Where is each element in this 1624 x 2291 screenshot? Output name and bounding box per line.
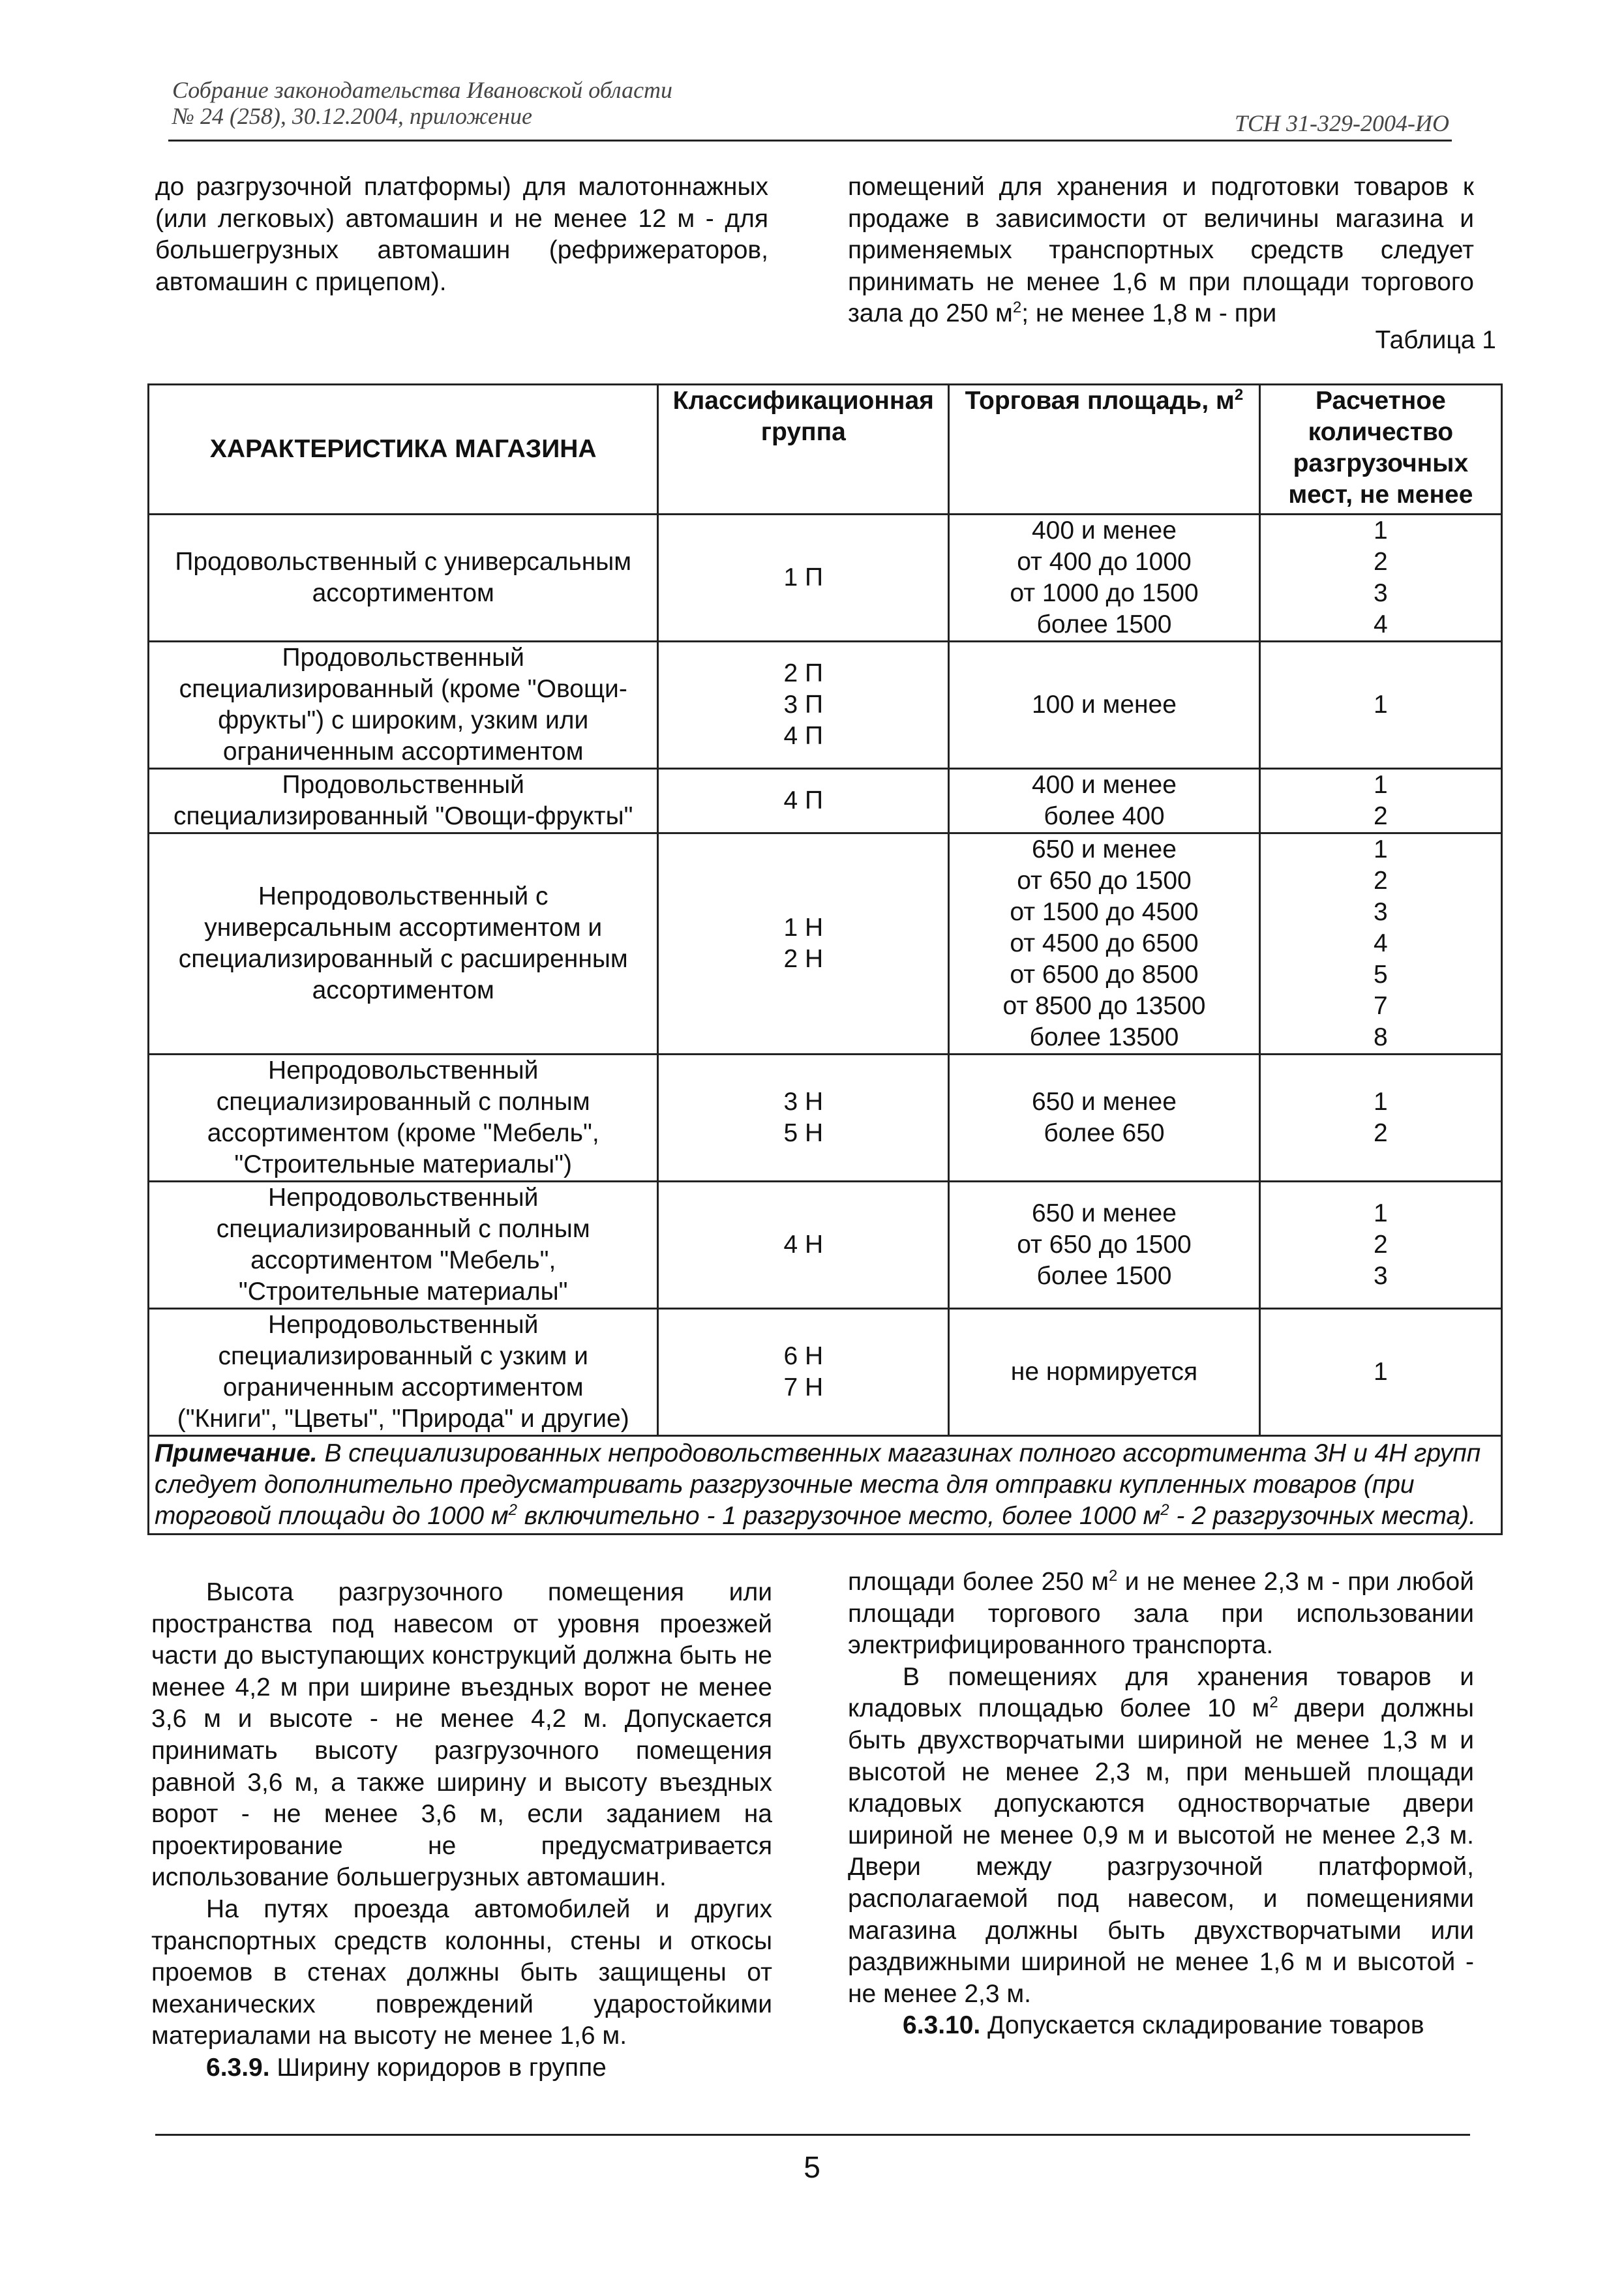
- table-note-row: [149, 1436, 1502, 1535]
- area-line: от 1000 до 1500: [1010, 579, 1199, 607]
- group-cell: [658, 833, 949, 1055]
- area-line: 650 и менее: [1031, 1088, 1177, 1116]
- section-6-3-10-number: 6.3.10.: [903, 2011, 981, 2040]
- group-cell: [658, 769, 949, 833]
- group-line: 3 П: [783, 691, 824, 719]
- area-line: от 650 до 1500: [1017, 1231, 1192, 1259]
- group-cell: [658, 1182, 949, 1309]
- bottom-left-paragraphs: [151, 1577, 772, 2084]
- places-line: 7: [1374, 992, 1388, 1020]
- places-cell: [1259, 515, 1501, 642]
- paragraph-6-3-10: [848, 2010, 1474, 2042]
- header-area-label: Торговая площадь, м: [965, 387, 1235, 415]
- area-cell: [949, 1309, 1260, 1436]
- places-line: 2: [1374, 802, 1388, 830]
- characteristic-cell: [149, 833, 658, 1055]
- table-row: [149, 515, 1502, 642]
- group-line: 1 П: [783, 563, 824, 591]
- area-line: более 1500: [1036, 610, 1172, 638]
- note-text-2: включительно - 1 разгрузочное место, более 1000 м: [517, 1502, 1161, 1530]
- section-6-3-9-number: 6.3.9.: [206, 2053, 270, 2082]
- table-note: [149, 1436, 1502, 1535]
- paragraph-6-3-9: [151, 2052, 772, 2084]
- places-cell: [1259, 1309, 1501, 1436]
- places-line: 2: [1374, 867, 1388, 895]
- characteristic-line: ассортиментом "Мебель",: [250, 1246, 556, 1274]
- top-left-text: до разгрузочной платформы) для малотоннажных (или легковых) автомашин и не менее 12 м - для большегрузных автомашин (рефрижераторов, автомашин с прицепом).: [155, 173, 768, 296]
- characteristic-line: Непродовольственный: [268, 1184, 539, 1212]
- header-area: [949, 385, 1260, 515]
- characteristic-line: универсальным ассортиментом и: [204, 914, 603, 942]
- area-line: более 650: [1044, 1119, 1165, 1147]
- characteristic-line: Непродовольственный с: [258, 882, 549, 910]
- paragraph-protection: На путях проезда автомобилей и других транспортных средств колонны, стены и откосы проемов в стенах должны быть защищены от механических повреждений ударостойкими материалами на высоту не менее 1,6 м.: [151, 1894, 772, 2050]
- doors-text-end: двери должны быть двухстворчатыми шириной не менее 1,3 м и высотой не менее 2,3 м, при меньшей площади кладовых допускаются одностворчатые двери шириной не менее 0,9 м и высотой не менее 2,3 м. Двери между разгрузочной платформой, располагаемой под навесом, и помещениями магазина должны быть двухстворчатыми или раздвижными шириной не менее 1,6 м и высотой - не менее 2,3 м.: [848, 1694, 1474, 2008]
- header-source: [172, 77, 672, 129]
- characteristic-line: ассортиментом (кроме "Мебель",: [207, 1119, 599, 1147]
- area-cell: [949, 642, 1260, 769]
- area-line: от 8500 до 13500: [1002, 992, 1206, 1020]
- characteristic-line: специализированный "Овощи-фрукты": [173, 802, 633, 830]
- places-line: 1: [1374, 771, 1388, 799]
- characteristic-line: специализированный (кроме "Овощи-: [179, 675, 627, 703]
- header-issue: № 24 (258), 30.12.2004, приложение: [172, 103, 532, 129]
- paragraph-doors: [848, 1662, 1474, 2011]
- section-6-3-10-text: Допускается складирование товаров: [980, 2011, 1424, 2040]
- area-text-end: и не менее 2,3 м - при любой площади торгового зала при использовании электрифицированного транспорта.: [848, 1568, 1474, 1660]
- characteristic-cell: [149, 1309, 658, 1436]
- group-line: 1 Н: [783, 914, 824, 942]
- bottom-right-paragraphs: [848, 1566, 1474, 2042]
- places-line: 1: [1374, 835, 1388, 863]
- characteristic-line: специализированный с полным: [216, 1088, 590, 1116]
- table-row: [149, 1182, 1502, 1309]
- characteristic-cell: [149, 769, 658, 833]
- header-group: Классификационная группа: [658, 385, 949, 515]
- places-line: 1: [1374, 517, 1388, 545]
- group-line: 2 П: [783, 659, 824, 687]
- area-cell: [949, 833, 1260, 1055]
- area-line: от 400 до 1000: [1017, 548, 1192, 576]
- characteristic-line: фрукты") с широким, узким или: [218, 706, 589, 734]
- top-right-text-end: ; не менее 1,8 м - при: [1021, 299, 1277, 328]
- places-cell: [1259, 833, 1501, 1055]
- area-line: от 4500 до 6500: [1010, 929, 1199, 957]
- table-row: [149, 833, 1502, 1055]
- places-line: 1: [1374, 1088, 1388, 1116]
- places-cell: [1259, 1182, 1501, 1309]
- area-cell: [949, 769, 1260, 833]
- characteristic-cell: [149, 642, 658, 769]
- area-line: 650 и менее: [1031, 1199, 1177, 1227]
- characteristic-line: специализированный с полным: [216, 1215, 590, 1243]
- top-right-sup: 2: [1012, 299, 1022, 317]
- characteristic-line: Продовольственный: [282, 644, 524, 672]
- places-line: 4: [1374, 929, 1388, 957]
- top-left-paragraph: [155, 172, 768, 298]
- area-line: более 13500: [1029, 1023, 1179, 1051]
- characteristic-line: Непродовольственный: [268, 1311, 539, 1339]
- area-line: 400 и менее: [1031, 771, 1177, 799]
- group-line: 5 Н: [783, 1119, 824, 1147]
- characteristic-line: Непродовольственный: [268, 1056, 539, 1085]
- group-line: 6 Н: [783, 1342, 824, 1370]
- table-row: [149, 642, 1502, 769]
- group-line: 7 Н: [783, 1373, 824, 1401]
- group-line: 4 П: [783, 786, 824, 815]
- note-sup-1: 2: [508, 1501, 517, 1519]
- area-line: 650 и менее: [1031, 835, 1177, 863]
- paragraph-area-continuation: [848, 1566, 1474, 1662]
- characteristic-line: специализированный с узким и: [218, 1342, 588, 1370]
- characteristic-line: специализированный с расширенным: [178, 945, 628, 973]
- table-header-row: [149, 385, 1502, 515]
- group-cell: [658, 515, 949, 642]
- area-line: 400 и менее: [1031, 517, 1177, 545]
- area-line: от 1500 до 4500: [1010, 898, 1199, 926]
- note-sup-2: 2: [1160, 1501, 1169, 1519]
- places-line: 2: [1374, 1231, 1388, 1259]
- header-document-code: ТСН 31-329-2004-ИО: [1235, 110, 1449, 136]
- top-right-text: помещений для хранения и подготовки товаров к продаже в зависимости от величины магазина и применяемых транспортных средств следует принимать не менее 1,6 м при площади торгового зала до 250 м: [848, 173, 1474, 328]
- characteristic-cell: [149, 1055, 658, 1182]
- places-line: 3: [1374, 1262, 1388, 1290]
- area-line: 100 и менее: [1031, 691, 1177, 719]
- table-caption: Таблица 1: [1375, 326, 1496, 354]
- footer-rule: [155, 2134, 1470, 2136]
- places-line: 1: [1374, 691, 1388, 719]
- group-line: 4 Н: [783, 1231, 824, 1259]
- doors-text-start: В помещениях для хранения товаров и кладовых площадью более 10 м: [848, 1662, 1474, 1723]
- characteristic-line: ассортиментом: [312, 579, 494, 607]
- group-line: 3 Н: [783, 1088, 824, 1116]
- places-line: 1: [1374, 1358, 1388, 1386]
- places-line: 3: [1374, 898, 1388, 926]
- area-line: более 1500: [1036, 1262, 1172, 1290]
- area-cell: [949, 515, 1260, 642]
- characteristic-line: ("Книги", "Цветы", "Природа" и другие): [177, 1405, 629, 1433]
- header-collection-title: Собрание законодательства Ивановской области: [172, 77, 673, 103]
- group-cell: [658, 642, 949, 769]
- page-header: [168, 77, 1452, 142]
- characteristic-line: "Строительные материалы": [238, 1278, 568, 1306]
- characteristic-line: ограниченным ассортиментом: [222, 1373, 584, 1401]
- area-line: от 6500 до 8500: [1010, 961, 1199, 989]
- area-line: не нормируется: [1010, 1358, 1198, 1386]
- note-label: Примечание.: [155, 1439, 318, 1467]
- places-line: 5: [1374, 961, 1388, 989]
- note-text-1: В специализированных непродовольственных магазинах полного ассортимента 3Н и 4Н групп следует дополнительно предусматривать разгрузочные места для отправки купленных товаров (при торговой площади до 1000 м: [155, 1439, 1481, 1530]
- group-cell: [658, 1055, 949, 1182]
- table-row: [149, 769, 1502, 833]
- places-line: 4: [1374, 610, 1388, 638]
- characteristic-line: Продовольственный: [282, 771, 524, 799]
- characteristic-line: Продовольственный с универсальным: [175, 548, 632, 576]
- area-line: от 650 до 1500: [1017, 867, 1192, 895]
- table-row: [149, 1055, 1502, 1182]
- doors-sup: 2: [1269, 1694, 1278, 1712]
- places-line: 1: [1374, 1199, 1388, 1227]
- places-cell: [1259, 769, 1501, 833]
- group-line: 4 П: [783, 722, 824, 750]
- characteristic-line: ассортиментом: [312, 976, 494, 1004]
- area-text-start: площади более 250 м: [848, 1568, 1109, 1596]
- places-line: 8: [1374, 1023, 1388, 1051]
- characteristic-line: "Строительные материалы"): [234, 1150, 572, 1178]
- places-cell: [1259, 642, 1501, 769]
- area-line: более 400: [1044, 802, 1165, 830]
- note-text-3: - 2 разгрузочных места).: [1169, 1502, 1476, 1530]
- area-sup: 2: [1108, 1567, 1118, 1585]
- header-places: Расчетное количество разгрузочных мест, не менее: [1259, 385, 1501, 515]
- places-line: 2: [1374, 548, 1388, 576]
- header-area-sup: 2: [1234, 386, 1244, 404]
- places-line: 3: [1374, 579, 1388, 607]
- page-number: 5: [804, 2150, 820, 2184]
- places-cell: [1259, 1055, 1501, 1182]
- table-row: [149, 1309, 1502, 1436]
- group-cell: [658, 1309, 949, 1436]
- area-cell: [949, 1182, 1260, 1309]
- loading-places-table: [147, 383, 1503, 1535]
- paragraph-unloading-height: Высота разгрузочного помещения или пространства под навесом от уровня проезжей части до выступающих конструкций должна быть не менее 4,2 м при ширине въездных ворот не менее 3,6 м и высоте - не менее 4,2 м. Допускается принимать высоту разгрузочного помещения равной 3,6 м, а также ширину и высоту въездных ворот - не менее 3,6 м, если заданием на проектирование не предусматривается использование большегрузных автомашин.: [151, 1578, 772, 1892]
- top-right-paragraph: [848, 172, 1474, 330]
- area-cell: [949, 1055, 1260, 1182]
- group-line: 2 Н: [783, 945, 824, 973]
- characteristic-line: ограниченным ассортиментом: [222, 738, 584, 766]
- characteristic-cell: [149, 1182, 658, 1309]
- section-6-3-9-text: Ширину коридоров в группе: [269, 2053, 607, 2082]
- header-characteristic: ХАРАКТЕРИСТИКА МАГАЗИНА: [149, 385, 658, 515]
- places-line: 2: [1374, 1119, 1388, 1147]
- characteristic-cell: [149, 515, 658, 642]
